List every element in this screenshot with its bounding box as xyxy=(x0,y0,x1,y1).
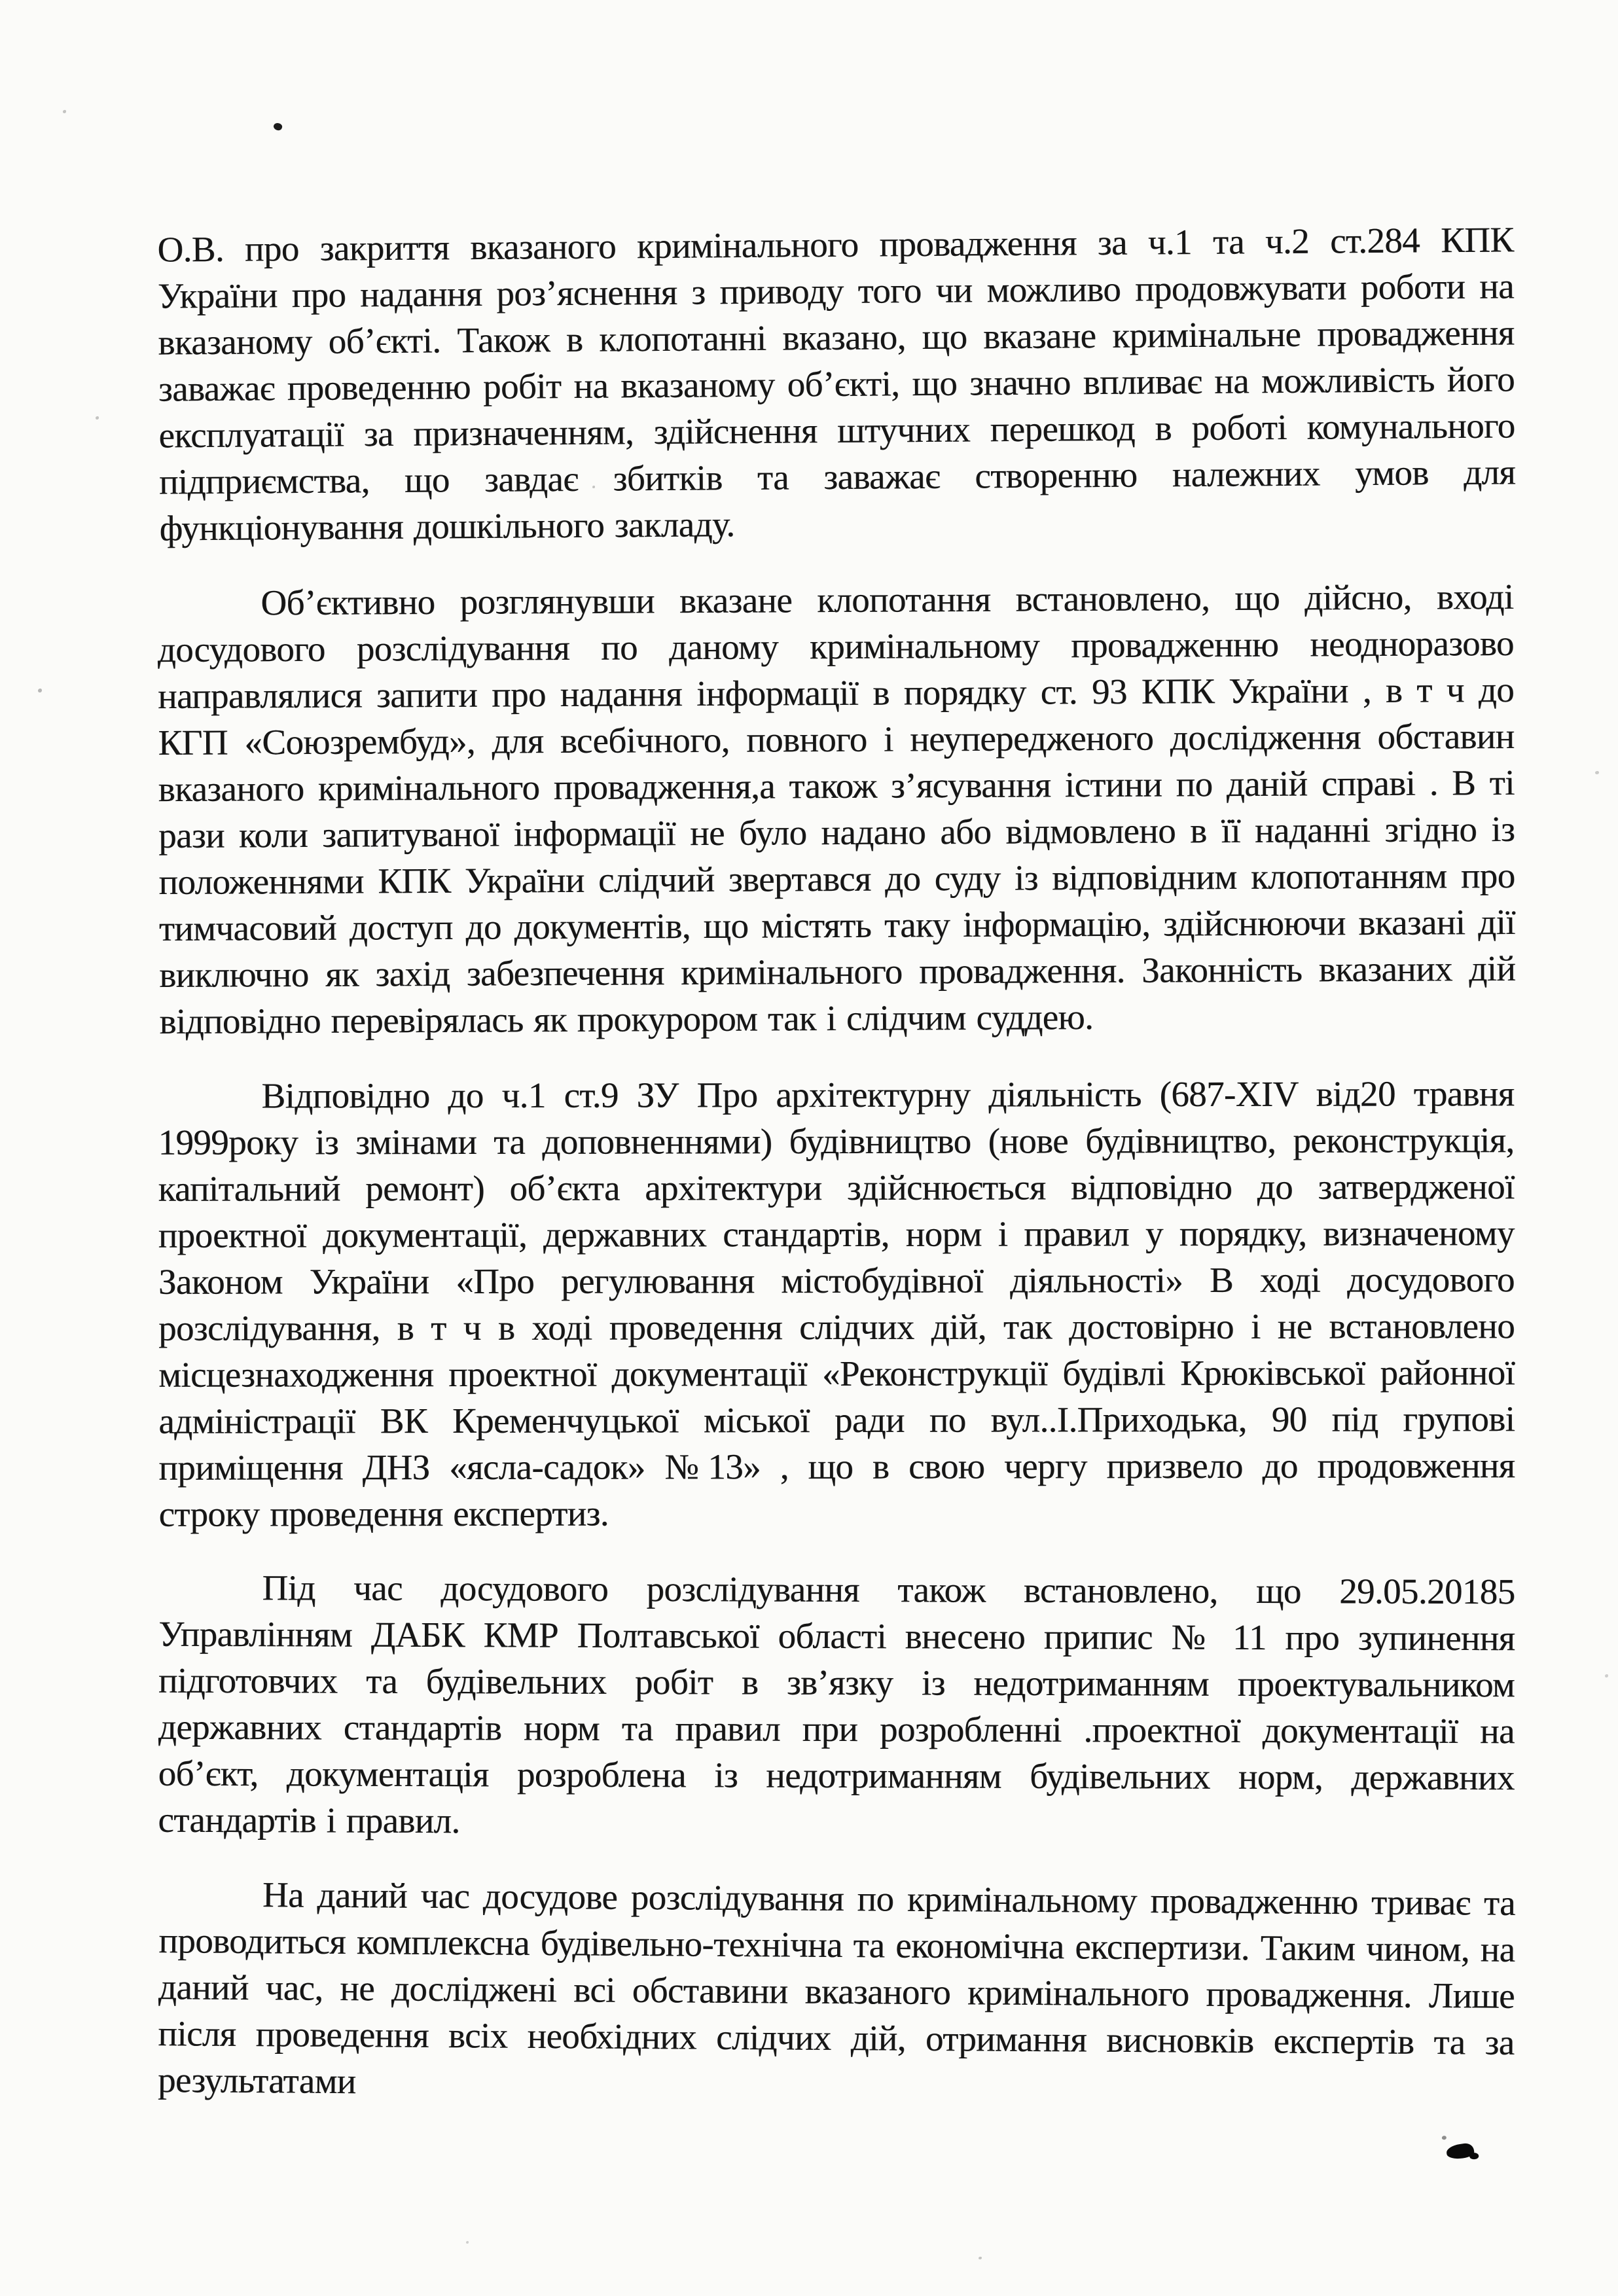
ink-blot xyxy=(1446,2142,1475,2161)
ink-speck xyxy=(96,416,99,420)
paragraph-investigation-status: На даний час досудове розслідування по кримінальному провадженню триває та проводиться комплексна будівельно-технічна та економічна експертизи. Таким чином, на даний час, не досліджені всі обставини вказаного кримінального провадження. Лише після проведення всіх необхідних слідчих дій, отримання висновків експертів та за результатами xyxy=(157,1874,1516,2102)
ink-speck xyxy=(466,2241,469,2244)
ink-speck xyxy=(1605,1674,1608,1677)
document-text-block xyxy=(158,221,1515,2138)
ink-speck xyxy=(38,689,42,692)
paragraph-continuation: О.В. про закриття вказаного кримінального провадження за ч.1 та ч.2 ст.284 КПК України про надання роз’яснення з приводу того чи можливо продовжувати роботи на вказаному об’єкті. Також в клопотанні вказано, що вказане кримінальне провадження заважає проведенню робіт на вказаному об’єкті, що значно впливає на можливість його експлуатації за призначенням, здійснення штучних перешкод в роботі комунального підприємства, що завдає збитків та заважає створенню належних умов для функціонування дошкільного закладу. xyxy=(157,219,1516,548)
paragraph-review-of-motion: Об’єктивно розглянувши вказане клопотання встановлено, що дійсно, вході досудового розслідування по даному кримінальному провадженню неодноразово направлялися запити про надання інформації в порядку ст. 93 КПК України , в т ч до КГП «Союзрембуд», для всебічного, повного і неупередженого дослідження обставин вказаного кримінального провадження,а також з’ясування істини по даній справі . В ті рази коли запитуваної інформації не було надано або відмовлено в її наданні згідно із положеннями КПК України слідчий звертався до суду із відповідним клопотанням про тимчасовий доступ до документів, що містять таку інформацію, здійснюючи вказані дії виключно як захід забезпечення кримінального провадження. Законність вказаних дій відповідно перевірялась як прокурором так і слідчим суддею. xyxy=(157,576,1516,1042)
ink-speck xyxy=(63,110,66,113)
ink-speck xyxy=(979,2257,982,2259)
paragraph-architecture-law: Відповідно до ч.1 ст.9 ЗУ Про архітектурну діяльність (687-XIV від20 травня 1999року із змінами та доповненнями) будівництво (нове будівництво, реконструкція, капітальний ремонт) об’єкта архітектури здійснюється відповідно до затвердженої проектної документації, державних стандартів, норм і правил у порядку, визначеному Законом України «Про регулювання містобудівної діяльності» В ході досудового розслідування, в т ч в ході проведення слідчих дій, так достовірно і не встановлено місцезнаходження проектної документації «Реконструкції будівлі Крюківської районної адміністрації ВК Кременчуцької міської ради по вул..І.Приходька, 90 під групові приміщення ДНЗ «ясла-садок» №13» , що в свою чергу призвело до продовження строку проведення експертиз. xyxy=(158,1073,1515,1534)
paragraph-construction-suspension-order: Під час досудового розслідування також встановлено, що 29.05.20185 Управлінням ДАБК КМР Полтавської області внесено припис № 11 про зупинення підготовчих та будівельних робіт в зв’язку із недотриманням проектувальником державних стандартів норм та правил при розробленні .проектної документації на об’єкт, документація розроблена із недотриманням будівельних норм, державних стандартів і правил. xyxy=(158,1568,1515,1841)
ink-speck xyxy=(1595,771,1599,774)
ink-speck xyxy=(272,122,283,132)
